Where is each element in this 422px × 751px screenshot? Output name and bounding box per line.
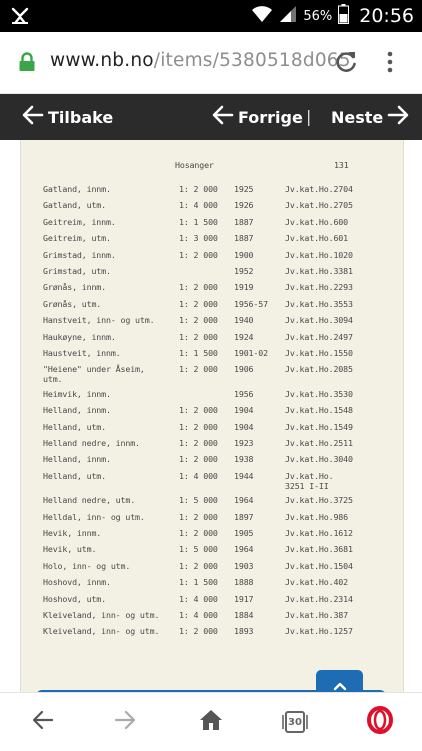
catalog-row <box>21 200 403 216</box>
catalog-reference: Jv.kat.Ho.1504 <box>285 560 353 571</box>
battery-percent: 56% <box>303 8 333 24</box>
catalog-reference: Jv.kat.Ho.2314 <box>285 593 353 604</box>
page-header <box>21 160 403 172</box>
tab-count: 30 <box>288 716 302 728</box>
catalog-scale: 1: 2 000 <box>179 405 218 416</box>
next-label: Neste <box>331 107 384 127</box>
catalog-scale: 1: 4 000 <box>179 200 218 211</box>
catalog-place: Helland, utm. <box>43 470 106 481</box>
catalog-year: 1923 <box>234 437 254 448</box>
catalog-year: 1900 <box>234 249 254 260</box>
catalog-place: Gatland, innm. <box>43 184 111 194</box>
catalog-row <box>21 364 403 389</box>
document-nav-bar <box>0 94 422 140</box>
catalog-row <box>21 626 403 642</box>
browser-forward-button[interactable] <box>104 693 146 751</box>
catalog-place: Grønås, utm. <box>43 298 102 309</box>
catalog-place: Heimvik, innm. <box>43 388 111 399</box>
browser-toolbar <box>0 692 422 750</box>
catalog-scale: 1: 3 000 <box>179 233 218 244</box>
catalog-reference-line2: 3251 I-II <box>285 480 329 491</box>
reload-icon[interactable] <box>333 49 359 79</box>
catalog-place-line1: "Heiene" under Åseim, <box>43 364 145 375</box>
catalog-place: Hoshovd, innm. <box>43 577 111 588</box>
catalog-row <box>21 528 403 544</box>
catalog-place: Kleiveland, inn- og utm. <box>43 626 160 637</box>
catalog-year: 1940 <box>234 315 254 326</box>
catalog-row <box>21 282 403 298</box>
catalog-reference: Jv.kat.Ho.2511 <box>285 437 353 448</box>
catalog-scale: 1: 2 000 <box>179 282 218 293</box>
tabs-button[interactable] <box>274 693 316 751</box>
catalog-year: 1917 <box>234 593 254 604</box>
catalog-row <box>21 332 403 348</box>
back-label: Tilbake <box>48 107 114 127</box>
catalog-scale: 1: 4 000 <box>179 593 218 604</box>
catalog-scale: 1: 2 000 <box>179 560 218 571</box>
wifi-icon <box>251 5 273 27</box>
catalog-reference: Jv.kat.Ho.2705 <box>285 200 353 211</box>
previous-label: Forrige <box>238 107 303 127</box>
catalog-scale: 1: 2 000 <box>179 437 218 448</box>
catalog-row <box>21 315 403 331</box>
catalog-scale: 1: 5 000 <box>179 495 218 506</box>
catalog-scale: 1: 4 000 <box>179 609 218 620</box>
address-bar <box>0 32 422 94</box>
catalog-row <box>21 266 403 282</box>
catalog-reference: Jv.kat.Ho.3553 <box>285 298 353 309</box>
opera-logo-icon <box>367 707 393 737</box>
catalog-year: 1888 <box>234 577 254 588</box>
catalog-year: 1956-57 <box>234 298 268 309</box>
catalog-year: 1887 <box>234 233 254 244</box>
catalog-row <box>21 233 403 249</box>
catalog-year: 1901-02 <box>234 347 268 358</box>
catalog-row <box>21 544 403 560</box>
catalog-row <box>21 422 403 438</box>
catalog-reference <box>285 471 395 491</box>
catalog-place-line2: utm. <box>43 374 63 385</box>
catalog-reference: Jv.kat.Ho.2704 <box>285 184 353 194</box>
catalog-place: Hevik, innm. <box>43 528 102 539</box>
catalog-year: 1884 <box>234 609 254 620</box>
catalog-reference: Jv.kat.Ho.3530 <box>285 388 353 399</box>
catalog-reference: Jv.kat.Ho.1548 <box>285 405 353 416</box>
home-button[interactable] <box>190 693 232 751</box>
catalog-place: Helland nedre, utm. <box>43 495 136 506</box>
url-field[interactable] <box>50 50 351 71</box>
catalog-scale: 1: 2 000 <box>179 364 218 375</box>
catalog-reference: Jv.kat.Ho.1550 <box>285 347 353 358</box>
catalog-reference: Jv.kat.Ho.1257 <box>285 626 353 637</box>
catalog-place: Kleiveland, inn- og utm. <box>43 609 160 620</box>
catalog-year: 1904 <box>234 405 254 416</box>
catalog-year: 1897 <box>234 511 254 522</box>
catalog-list <box>21 184 403 643</box>
status-bar <box>0 0 422 32</box>
catalog-year: 1964 <box>234 495 254 506</box>
catalog-reference: Jv.kat.Ho.1549 <box>285 421 353 432</box>
catalog-year: 1924 <box>234 331 254 342</box>
browser-back-button[interactable] <box>22 693 64 751</box>
document-viewer[interactable] <box>0 140 422 692</box>
catalog-row <box>21 348 403 364</box>
catalog-year: 1893 <box>234 626 254 637</box>
catalog-reference: Jv.kat.Ho.402 <box>285 577 348 588</box>
catalog-scale: 1: 2 000 <box>179 511 218 522</box>
catalog-scale: 1: 4 000 <box>179 470 218 481</box>
catalog-scale: 1: 1 500 <box>179 347 218 358</box>
catalog-row <box>21 594 403 610</box>
catalog-place: Hoshovd, utm. <box>43 593 106 604</box>
catalog-scale: 1: 2 000 <box>179 528 218 539</box>
catalog-row <box>21 495 403 511</box>
catalog-reference: Jv.kat.Ho.387 <box>285 609 348 620</box>
catalog-year: 1906 <box>234 364 254 375</box>
scanned-page <box>20 140 404 700</box>
catalog-reference: Jv.kat.Ho.3681 <box>285 544 353 555</box>
catalog-place: Haustveit, innm. <box>43 347 121 358</box>
catalog-place: Helland, utm. <box>43 421 106 432</box>
catalog-year: 1919 <box>234 282 254 293</box>
catalog-reference: Jv.kat.Ho.3381 <box>285 265 353 276</box>
catalog-scale: 1: 2 000 <box>179 298 218 309</box>
battery-icon <box>338 4 349 28</box>
catalog-row <box>21 610 403 626</box>
opera-menu-button[interactable] <box>358 693 402 751</box>
catalog-reference: Jv.kat.Ho.1020 <box>285 249 353 260</box>
catalog-place: Haukøyne, innm. <box>43 331 116 342</box>
catalog-reference: Jv.kat.Ho.1612 <box>285 528 353 539</box>
url-host: www.nb.no <box>50 50 154 71</box>
catalog-row <box>21 389 403 405</box>
catalog-scale: 1: 2 000 <box>179 249 218 260</box>
lock-icon <box>18 52 36 76</box>
catalog-row <box>21 471 403 496</box>
catalog-reference: Jv.kat.Ho.2085 <box>285 364 353 375</box>
catalog-row <box>21 184 403 200</box>
catalog-reference: Jv.kat.Ho.3040 <box>285 454 353 465</box>
nav-separator: | <box>306 107 312 126</box>
catalog-reference: Jv.kat.Ho.986 <box>285 511 348 522</box>
catalog-reference: Jv.kat.Ho.2293 <box>285 282 353 293</box>
catalog-place: Hanstveit, inn- og utm. <box>43 315 155 326</box>
back-button[interactable] <box>22 94 113 140</box>
catalog-place: Helland, innm. <box>43 405 111 416</box>
catalog-year: 1925 <box>234 184 254 194</box>
catalog-place <box>43 364 179 384</box>
catalog-year: 1904 <box>234 421 254 432</box>
catalog-scale: 1: 2 000 <box>179 421 218 432</box>
catalog-place: Gatland, utm. <box>43 200 106 211</box>
page-number: 131 <box>334 160 349 170</box>
catalog-year: 1964 <box>234 544 254 555</box>
signal-icon <box>279 5 297 27</box>
catalog-reference: Jv.kat.Ho.3725 <box>285 495 353 506</box>
notification-icon <box>10 6 30 30</box>
catalog-place: Helland, innm. <box>43 454 111 465</box>
catalog-row <box>21 405 403 421</box>
catalog-reference: Jv.kat.Ho.600 <box>285 216 348 227</box>
catalog-row <box>21 438 403 454</box>
tabs-icon <box>282 710 308 734</box>
catalog-year: 1926 <box>234 200 254 211</box>
more-vert-icon[interactable] <box>386 51 394 77</box>
forward-arrow-icon <box>114 710 136 734</box>
catalog-reference: Jv.kat.Ho.601 <box>285 233 348 244</box>
catalog-place: Hevik, utm. <box>43 544 97 555</box>
catalog-row <box>21 217 403 233</box>
previous-button[interactable] <box>212 94 303 140</box>
catalog-year: 1952 <box>234 265 254 276</box>
catalog-year: 1944 <box>234 470 254 481</box>
arrow-left-icon <box>212 105 234 129</box>
catalog-scale: 1: 2 000 <box>179 626 218 637</box>
url-path: /items/5380518d065 <box>153 50 351 71</box>
catalog-place: Geitreim, innm. <box>43 216 116 227</box>
catalog-reference: Jv.kat.Ho.2497 <box>285 331 353 342</box>
catalog-scale: 1: 5 000 <box>179 544 218 555</box>
catalog-scale: 1: 2 000 <box>179 315 218 326</box>
catalog-place: Holo, inn- og utm. <box>43 560 131 571</box>
catalog-scale: 1: 2 000 <box>179 184 218 194</box>
clock: 20:56 <box>359 5 414 27</box>
next-button[interactable] <box>331 94 409 140</box>
catalog-year: 1938 <box>234 454 254 465</box>
catalog-scale: 1: 1 500 <box>179 216 218 227</box>
catalog-scale: 1: 2 000 <box>179 454 218 465</box>
catalog-scale: 1: 2 000 <box>179 331 218 342</box>
catalog-year: 1956 <box>234 388 254 399</box>
page-chapter: Hosanger <box>175 160 214 170</box>
home-icon <box>199 709 223 735</box>
arrow-right-icon <box>387 105 409 129</box>
catalog-place: Helldal, inn- og utm. <box>43 511 145 522</box>
catalog-reference-line1: Jv.kat.Ho. <box>285 470 334 481</box>
catalog-place: Geitreim, utm. <box>43 233 111 244</box>
catalog-place: Grimstad, utm. <box>43 265 111 276</box>
catalog-row <box>21 250 403 266</box>
catalog-scale: 1: 1 500 <box>179 577 218 588</box>
back-arrow-icon <box>32 710 54 734</box>
catalog-place: Grimstad, innm. <box>43 249 116 260</box>
catalog-year: 1905 <box>234 528 254 539</box>
catalog-row <box>21 454 403 470</box>
catalog-row <box>21 577 403 593</box>
catalog-row <box>21 299 403 315</box>
catalog-reference: Jv.kat.Ho.3094 <box>285 315 353 326</box>
catalog-year: 1903 <box>234 560 254 571</box>
catalog-place: Helland nedre, innm. <box>43 437 140 448</box>
catalog-place: Grønås, innm. <box>43 282 106 293</box>
catalog-row <box>21 561 403 577</box>
arrow-left-icon <box>22 105 44 129</box>
catalog-year: 1887 <box>234 216 254 227</box>
catalog-row <box>21 512 403 528</box>
